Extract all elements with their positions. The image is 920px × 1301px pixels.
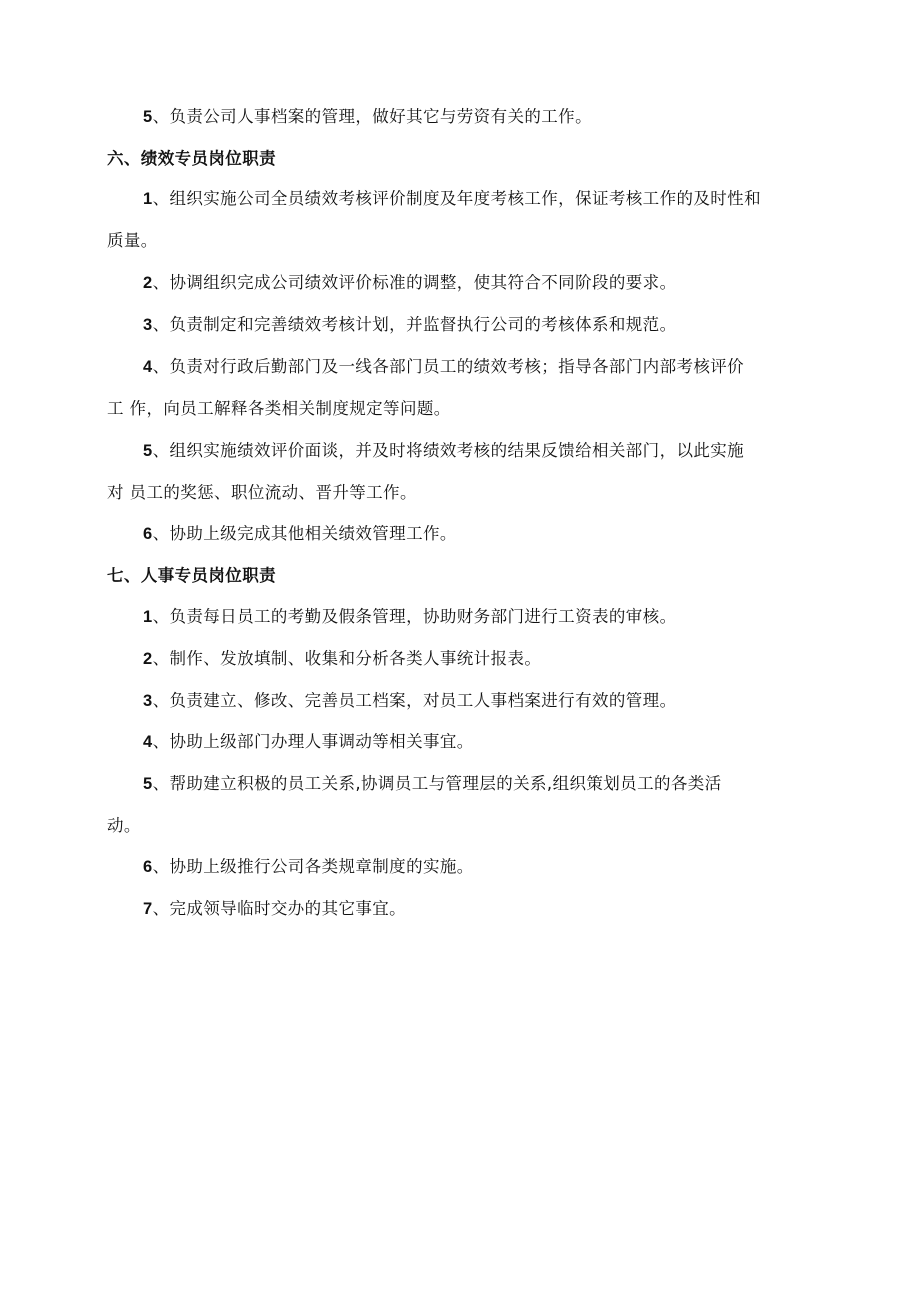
s6-item-1-cont: 质量。 bbox=[107, 231, 158, 250]
item-text: 、协助上级推行公司各类规章制度的实施。 bbox=[152, 857, 474, 876]
s6-item-1 bbox=[143, 189, 761, 209]
item-text: 、负责对行政后勤部门及一线各部门员工的绩效考核；指导各部门内部考核评价 bbox=[152, 357, 745, 376]
s6-item-2 bbox=[143, 273, 676, 293]
item-number: 2 bbox=[143, 650, 153, 668]
s7-item-3 bbox=[143, 691, 676, 711]
s6-item-4 bbox=[143, 357, 744, 377]
item-text: 、完成领导临时交办的其它事宜。 bbox=[152, 899, 407, 918]
item-number: 1 bbox=[143, 190, 153, 208]
s6-item-5 bbox=[143, 441, 744, 461]
item-text: 、负责每日员工的考勤及假条管理，协助财务部门进行工资表的审核。 bbox=[152, 607, 677, 626]
s7-item-5-cont: 动。 bbox=[107, 816, 141, 835]
item-number: 5 bbox=[143, 108, 153, 126]
item-number: 4 bbox=[143, 733, 153, 751]
item-text: 、协调组织完成公司绩效评价标准的调整，使其符合不同阶段的要求。 bbox=[152, 273, 677, 292]
s7-item-7 bbox=[143, 899, 406, 919]
item-text: 、组织实施绩效评价面谈，并及时将绩效考核的结果反馈给相关部门，以此实施 bbox=[152, 441, 745, 460]
item-text: 、负责建立、修改、完善员工档案，对员工人事档案进行有效的管理。 bbox=[152, 691, 677, 710]
item-number: 5 bbox=[143, 442, 153, 460]
item-text: 、负责制定和完善绩效考核计划，并监督执行公司的考核体系和规范。 bbox=[152, 315, 677, 334]
item-text: 、帮助建立积极的员工关系,协调员工与管理层的关系,组织策划员工的各类活 bbox=[152, 774, 722, 793]
item-number: 6 bbox=[143, 525, 153, 543]
item-text: 、组织实施公司全员绩效考核评价制度及年度考核工作，保证考核工作的及时性和 bbox=[152, 189, 761, 208]
section-6-heading: 六、绩效专员岗位职责 bbox=[107, 149, 276, 168]
item-number: 2 bbox=[143, 274, 153, 292]
s7-item-4 bbox=[143, 732, 474, 752]
s6-item-6 bbox=[143, 524, 457, 544]
item-number: 4 bbox=[143, 358, 153, 376]
item-text: 、协助上级部门办理人事调动等相关事宜。 bbox=[152, 732, 474, 751]
section-7-heading: 七、人事专员岗位职责 bbox=[107, 566, 276, 585]
item-number: 7 bbox=[143, 900, 153, 918]
item-text: 、制作、发放填制、收集和分析各类人事统计报表。 bbox=[152, 649, 542, 668]
item-number: 1 bbox=[143, 608, 153, 626]
item-number: 6 bbox=[143, 858, 153, 876]
s7-item-6 bbox=[143, 857, 474, 877]
s6-item-4-cont: 工 作，向员工解释各类相关制度规定等问题。 bbox=[107, 399, 451, 418]
item-number: 5 bbox=[143, 775, 153, 793]
s7-item-1 bbox=[143, 607, 676, 627]
s6-item-3 bbox=[143, 315, 676, 335]
item-number: 3 bbox=[143, 692, 153, 710]
s6-item-5-cont: 对 员工的奖惩、职位流动、晋升等工作。 bbox=[107, 483, 417, 502]
item-text: 、协助上级完成其他相关绩效管理工作。 bbox=[152, 524, 457, 543]
item-number: 3 bbox=[143, 316, 153, 334]
s7-item-2 bbox=[143, 649, 541, 669]
item-text: 、负责公司人事档案的管理，做好其它与劳资有关的工作。 bbox=[152, 107, 592, 126]
s7-item-5 bbox=[143, 774, 722, 794]
prev-item-5 bbox=[143, 107, 592, 127]
